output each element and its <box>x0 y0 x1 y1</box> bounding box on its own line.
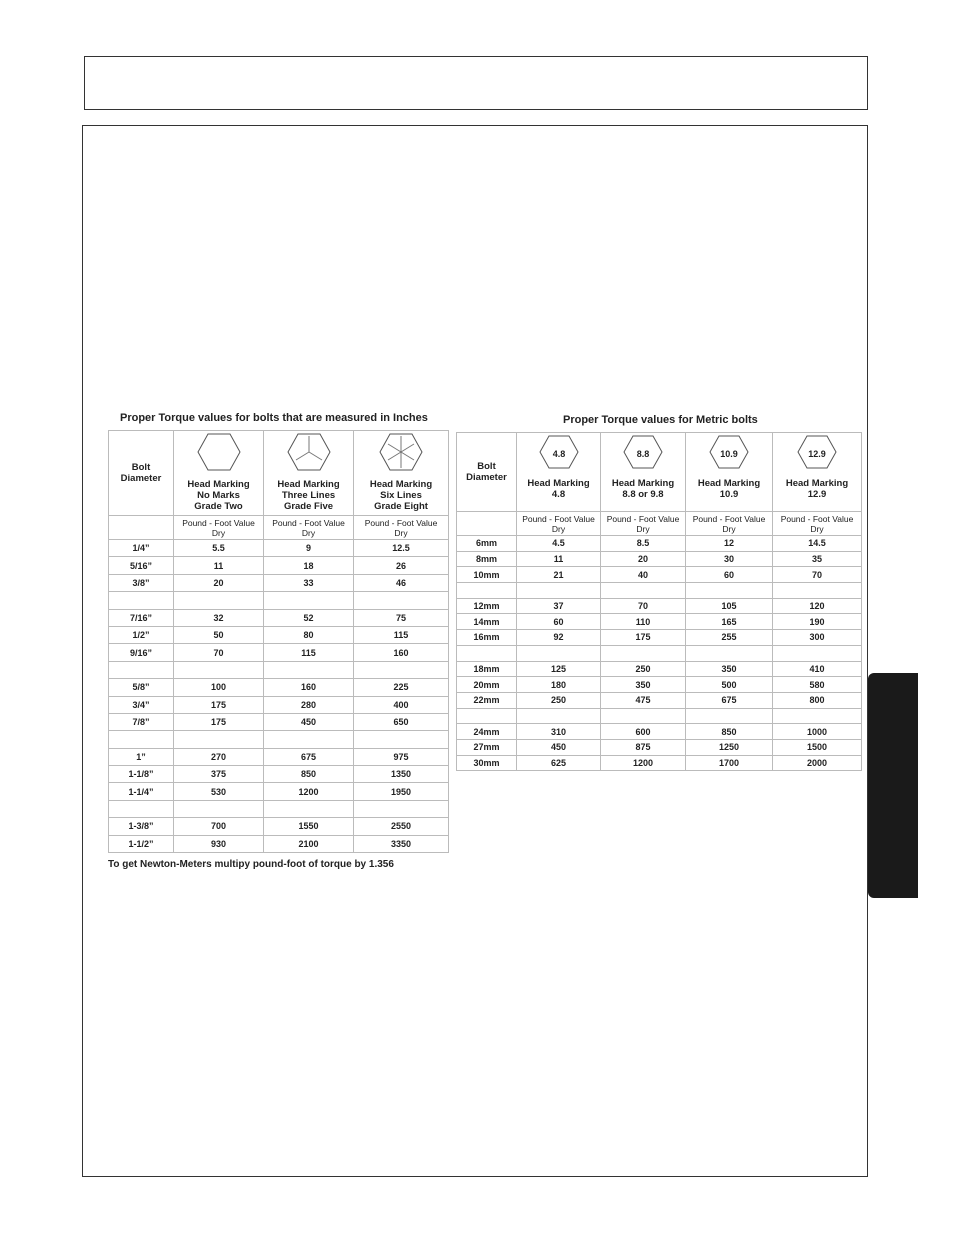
inch-table-row <box>109 783 449 800</box>
inch-table-row <box>109 713 449 730</box>
metric-table-row <box>457 551 862 567</box>
metric-torque-value-cell: 92 <box>517 630 601 646</box>
inch-bolt-size-cell <box>109 661 174 678</box>
inch-torque-value-cell: 50 <box>174 626 264 643</box>
inch-bolt-size-cell: 1-1/2” <box>109 835 174 852</box>
metric-bolt-size-cell: 22mm <box>457 692 517 708</box>
metric-torque-value-cell <box>601 645 686 661</box>
metric-torque-value-cell: 1700 <box>686 755 773 771</box>
metric-bolt-size-cell: 12mm <box>457 598 517 614</box>
metric-torque-value-cell <box>686 708 773 724</box>
metric-table-row <box>457 739 862 755</box>
inch-bolt-size-cell: 1/4” <box>109 540 174 557</box>
inch-table-title: Proper Torque values for bolts that are measured in Inches <box>120 412 428 424</box>
metric-torque-value-cell: 850 <box>686 724 773 740</box>
hex-head-six-lines-icon <box>379 433 423 471</box>
metric-torque-value-cell: 475 <box>601 692 686 708</box>
inch-torque-value-cell: 1350 <box>354 766 449 783</box>
metric-unit-cell: Pound - Foot Value Dry <box>773 512 862 536</box>
inch-torque-value-cell: 2550 <box>354 818 449 835</box>
inch-bolt-size-cell: 3/8” <box>109 574 174 591</box>
metric-torque-value-cell: 180 <box>517 677 601 693</box>
head-mark-12-9-text: 12.9 <box>808 449 826 459</box>
inch-table-body <box>109 540 449 853</box>
inch-table-row <box>109 592 449 609</box>
metric-torque-value-cell: 165 <box>686 614 773 630</box>
inch-table-row <box>109 644 449 661</box>
metric-table-row <box>457 724 862 740</box>
metric-4-8-header <box>517 433 601 512</box>
inch-torque-value-cell: 530 <box>174 783 264 800</box>
inch-table-row <box>109 696 449 713</box>
inch-torque-value-cell: 450 <box>264 713 354 730</box>
inch-table-row <box>109 818 449 835</box>
metric-torque-value-cell: 410 <box>773 661 862 677</box>
metric-torque-value-cell: 30 <box>686 551 773 567</box>
metric-torque-value-cell: 20 <box>601 551 686 567</box>
metric-torque-value-cell: 600 <box>601 724 686 740</box>
inch-torque-value-cell: 46 <box>354 574 449 591</box>
inch-table-row <box>109 557 449 574</box>
inch-torque-value-cell <box>174 592 264 609</box>
inch-unit-cell: Pound - Foot Value Dry <box>174 516 264 540</box>
metric-unit-cell: Pound - Foot Value Dry <box>517 512 601 536</box>
metric-torque-table <box>456 432 862 771</box>
metric-unit-row <box>457 512 862 536</box>
inch-table-row <box>109 609 449 626</box>
metric-torque-value-cell: 190 <box>773 614 862 630</box>
inch-torque-value-cell: 20 <box>174 574 264 591</box>
metric-table-row <box>457 755 862 771</box>
metric-table-row <box>457 567 862 583</box>
metric-bolt-size-cell: 18mm <box>457 661 517 677</box>
inch-table-row <box>109 661 449 678</box>
metric-torque-value-cell: 37 <box>517 598 601 614</box>
inch-torque-value-cell: 9 <box>264 540 354 557</box>
metric-bolt-size-cell: 16mm <box>457 630 517 646</box>
metric-torque-value-cell: 14.5 <box>773 536 862 552</box>
metric-bolt-size-cell: 20mm <box>457 677 517 693</box>
metric-torque-value-cell <box>517 708 601 724</box>
inch-torque-value-cell <box>174 731 264 748</box>
inch-torque-value-cell: 375 <box>174 766 264 783</box>
metric-torque-value-cell: 1000 <box>773 724 862 740</box>
metric-torque-value-cell <box>601 708 686 724</box>
inch-torque-value-cell: 115 <box>354 626 449 643</box>
inch-torque-value-cell: 930 <box>174 835 264 852</box>
inch-torque-value-cell <box>354 592 449 609</box>
metric-4-8-label: Head Marking 4.8 <box>527 478 590 500</box>
inch-table-row <box>109 540 449 557</box>
inch-grade-eight-label: Head Marking Six Lines Grade Eight <box>369 479 433 512</box>
inch-table-row <box>109 731 449 748</box>
metric-torque-value-cell: 12 <box>686 536 773 552</box>
metric-torque-value-cell: 120 <box>773 598 862 614</box>
inch-table-row <box>109 626 449 643</box>
page-header-box <box>84 56 868 110</box>
hex-head-8-8-icon <box>623 435 663 469</box>
inch-torque-value-cell: 3350 <box>354 835 449 852</box>
metric-torque-value-cell <box>773 708 862 724</box>
metric-torque-value-cell: 60 <box>517 614 601 630</box>
metric-torque-value-cell: 310 <box>517 724 601 740</box>
metric-torque-value-cell: 450 <box>517 739 601 755</box>
inch-bolt-size-cell: 1-1/8” <box>109 766 174 783</box>
hex-head-10-9-icon <box>709 435 749 469</box>
metric-torque-value-cell: 255 <box>686 630 773 646</box>
metric-unit-cell: Pound - Foot Value Dry <box>686 512 773 536</box>
metric-torque-value-cell: 580 <box>773 677 862 693</box>
metric-torque-value-cell: 2000 <box>773 755 862 771</box>
inch-bolt-size-cell: 7/16” <box>109 609 174 626</box>
metric-table-row <box>457 645 862 661</box>
metric-8-8-header <box>601 433 686 512</box>
inch-torque-value-cell: 12.5 <box>354 540 449 557</box>
metric-10-9-label: Head Marking 10.9 <box>697 478 761 500</box>
inch-torque-value-cell: 115 <box>264 644 354 661</box>
head-mark-10-9-text: 10.9 <box>720 449 738 459</box>
inch-torque-value-cell: 26 <box>354 557 449 574</box>
metric-table-row <box>457 614 862 630</box>
metric-torque-value-cell: 1200 <box>601 755 686 771</box>
metric-table-row <box>457 598 862 614</box>
metric-torque-value-cell: 70 <box>773 567 862 583</box>
metric-torque-value-cell: 250 <box>517 692 601 708</box>
metric-table-row <box>457 583 862 599</box>
inch-bolt-size-cell: 7/8” <box>109 713 174 730</box>
inch-torque-value-cell: 52 <box>264 609 354 626</box>
metric-torque-value-cell: 60 <box>686 567 773 583</box>
inch-torque-value-cell: 270 <box>174 748 264 765</box>
inch-torque-value-cell: 650 <box>354 713 449 730</box>
metric-unit-blank-cell <box>457 512 517 536</box>
metric-torque-value-cell: 21 <box>517 567 601 583</box>
metric-torque-value-cell: 675 <box>686 692 773 708</box>
inch-table-row <box>109 800 449 817</box>
inch-torque-value-cell: 5.5 <box>174 540 264 557</box>
metric-torque-value-cell <box>601 583 686 599</box>
metric-header-row <box>457 433 862 512</box>
metric-unit-cell: Pound - Foot Value Dry <box>601 512 686 536</box>
inch-torque-value-cell: 700 <box>174 818 264 835</box>
metric-bolt-size-cell: 27mm <box>457 739 517 755</box>
inch-torque-value-cell: 80 <box>264 626 354 643</box>
metric-torque-value-cell: 125 <box>517 661 601 677</box>
metric-torque-value-cell <box>517 645 601 661</box>
metric-torque-value-cell <box>773 583 862 599</box>
inch-bolt-size-cell <box>109 800 174 817</box>
metric-table-row <box>457 536 862 552</box>
inch-bolt-size-cell: 1/2” <box>109 626 174 643</box>
inch-table-row <box>109 835 449 852</box>
metric-bolt-size-cell: 24mm <box>457 724 517 740</box>
inch-torque-value-cell: 225 <box>354 679 449 696</box>
metric-torque-value-cell: 11 <box>517 551 601 567</box>
metric-12-9-header <box>773 433 862 512</box>
metric-torque-value-cell: 350 <box>686 661 773 677</box>
inch-torque-value-cell <box>264 731 354 748</box>
inch-grade-two-header <box>174 431 264 516</box>
head-mark-8-8-text: 8.8 <box>636 449 650 459</box>
metric-torque-value-cell: 1250 <box>686 739 773 755</box>
metric-torque-value-cell <box>686 583 773 599</box>
inch-table-row <box>109 748 449 765</box>
metric-torque-value-cell: 105 <box>686 598 773 614</box>
metric-bolt-size-cell: 10mm <box>457 567 517 583</box>
metric-torque-value-cell: 800 <box>773 692 862 708</box>
metric-table-row <box>457 661 862 677</box>
section-side-tab <box>868 673 918 898</box>
inch-bolt-size-cell <box>109 731 174 748</box>
metric-12-9-label: Head Marking 12.9 <box>785 478 849 500</box>
inch-bolt-diameter-label: Bolt Diameter <box>120 462 162 484</box>
inch-torque-value-cell: 100 <box>174 679 264 696</box>
metric-bolt-size-cell: 6mm <box>457 536 517 552</box>
metric-torque-value-cell <box>517 583 601 599</box>
metric-torque-value-cell: 1500 <box>773 739 862 755</box>
inch-torque-value-cell: 1950 <box>354 783 449 800</box>
hex-head-4-8-icon <box>539 435 579 469</box>
metric-bolt-diameter-header <box>457 433 517 512</box>
inch-torque-value-cell: 32 <box>174 609 264 626</box>
inch-unit-cell: Pound - Foot Value Dry <box>264 516 354 540</box>
metric-torque-value-cell: 300 <box>773 630 862 646</box>
metric-torque-value-cell: 8.5 <box>601 536 686 552</box>
metric-torque-value-cell: 500 <box>686 677 773 693</box>
metric-8-8-label: Head Marking 8.8 or 9.8 <box>611 478 675 500</box>
head-mark-4-8-text: 4.8 <box>552 449 565 459</box>
metric-bolt-size-cell <box>457 708 517 724</box>
hex-head-three-lines-icon <box>287 433 331 471</box>
metric-torque-value-cell: 70 <box>601 598 686 614</box>
inch-torque-value-cell: 70 <box>174 644 264 661</box>
inch-bolt-size-cell: 1-1/4” <box>109 783 174 800</box>
inch-unit-blank-cell <box>109 516 174 540</box>
inch-bolt-size-cell: 5/8” <box>109 679 174 696</box>
inch-torque-value-cell <box>264 592 354 609</box>
inch-torque-value-cell: 975 <box>354 748 449 765</box>
inch-torque-value-cell: 160 <box>354 644 449 661</box>
inch-torque-value-cell: 400 <box>354 696 449 713</box>
inch-table-row <box>109 574 449 591</box>
inch-bolt-size-cell: 1” <box>109 748 174 765</box>
metric-torque-value-cell: 110 <box>601 614 686 630</box>
inch-torque-value-cell <box>354 731 449 748</box>
inch-bolt-size-cell: 1-3/8” <box>109 818 174 835</box>
hex-head-12-9-icon <box>797 435 837 469</box>
inch-torque-value-cell: 11 <box>174 557 264 574</box>
metric-table-body <box>457 536 862 771</box>
inch-torque-value-cell: 175 <box>174 696 264 713</box>
metric-table-row <box>457 708 862 724</box>
metric-bolt-size-cell: 30mm <box>457 755 517 771</box>
inch-bolt-size-cell: 5/16” <box>109 557 174 574</box>
metric-torque-value-cell <box>773 645 862 661</box>
inch-bolt-size-cell <box>109 592 174 609</box>
metric-bolt-size-cell: 14mm <box>457 614 517 630</box>
metric-table-row <box>457 692 862 708</box>
inch-torque-value-cell <box>174 661 264 678</box>
inch-torque-value-cell <box>354 800 449 817</box>
hex-head-no-marks-icon <box>197 433 241 471</box>
inch-torque-value-cell <box>264 661 354 678</box>
inch-torque-value-cell: 1200 <box>264 783 354 800</box>
metric-table-row <box>457 677 862 693</box>
inch-bolt-diameter-header <box>109 431 174 516</box>
inch-torque-value-cell: 175 <box>174 713 264 730</box>
inch-torque-value-cell: 850 <box>264 766 354 783</box>
inch-table-row <box>109 766 449 783</box>
inch-grade-five-label: Head Marking Three Lines Grade Five <box>277 479 340 512</box>
inch-torque-table <box>108 430 449 853</box>
inch-torque-value-cell: 18 <box>264 557 354 574</box>
metric-bolt-size-cell: 8mm <box>457 551 517 567</box>
inch-grade-five-header <box>264 431 354 516</box>
inch-torque-value-cell: 160 <box>264 679 354 696</box>
inch-torque-value-cell <box>174 800 264 817</box>
metric-torque-value-cell: 4.5 <box>517 536 601 552</box>
metric-bolt-size-cell <box>457 645 517 661</box>
inch-grade-two-label: Head Marking No Marks Grade Two <box>187 479 250 512</box>
metric-10-9-header <box>686 433 773 512</box>
metric-bolt-diameter-label: Bolt Diameter <box>466 461 507 483</box>
inch-torque-value-cell: 75 <box>354 609 449 626</box>
inch-table-row <box>109 679 449 696</box>
inch-torque-value-cell: 675 <box>264 748 354 765</box>
inch-grade-eight-header <box>354 431 449 516</box>
metric-torque-value-cell: 250 <box>601 661 686 677</box>
inch-bolt-size-cell: 9/16” <box>109 644 174 661</box>
inch-torque-value-cell: 1550 <box>264 818 354 835</box>
inch-torque-value-cell <box>354 661 449 678</box>
metric-torque-value-cell <box>686 645 773 661</box>
metric-torque-value-cell: 875 <box>601 739 686 755</box>
inch-unit-cell: Pound - Foot Value Dry <box>354 516 449 540</box>
newton-meter-footnote: To get Newton-Meters multipy pound-foot of torque by 1.356 <box>108 859 394 870</box>
metric-torque-value-cell: 40 <box>601 567 686 583</box>
inch-torque-value-cell: 33 <box>264 574 354 591</box>
inch-unit-row <box>109 516 449 540</box>
metric-torque-value-cell: 175 <box>601 630 686 646</box>
inch-header-row <box>109 431 449 516</box>
inch-bolt-size-cell: 3/4” <box>109 696 174 713</box>
metric-table-title: Proper Torque values for Metric bolts <box>563 414 758 426</box>
metric-bolt-size-cell <box>457 583 517 599</box>
inch-torque-value-cell <box>264 800 354 817</box>
metric-torque-value-cell: 625 <box>517 755 601 771</box>
metric-torque-value-cell: 35 <box>773 551 862 567</box>
inch-torque-value-cell: 280 <box>264 696 354 713</box>
metric-torque-value-cell: 350 <box>601 677 686 693</box>
metric-table-row <box>457 630 862 646</box>
inch-torque-value-cell: 2100 <box>264 835 354 852</box>
